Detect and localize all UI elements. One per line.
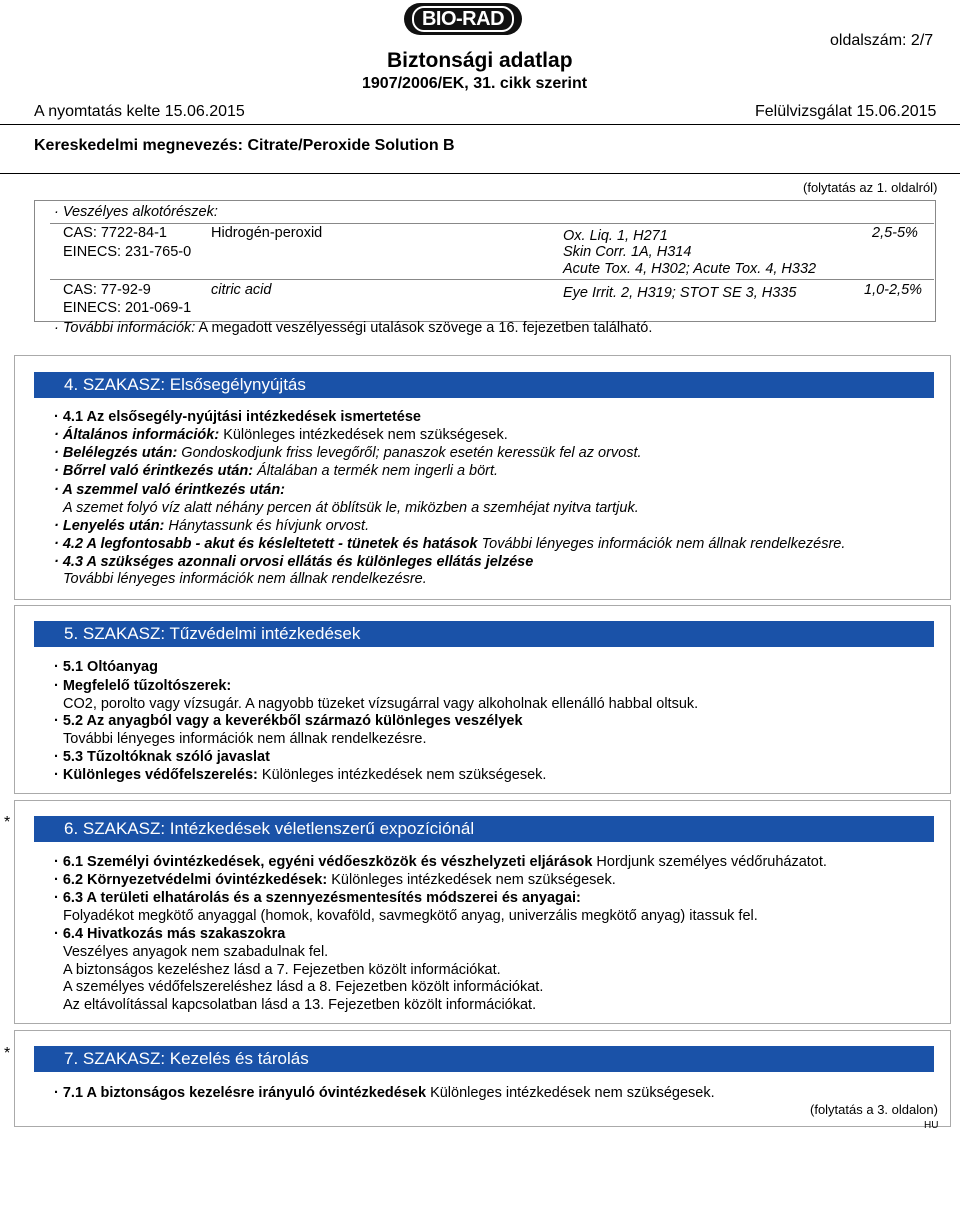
pct-2: 1,0-2,5% [864,282,923,298]
section-7-title: 7. SZAKASZ: Kezelés és tárolás [34,1046,934,1072]
s4-line-10: További lényeges információk nem állnak rendelkezésre. [63,571,427,587]
class-1b: Skin Corr. 1A, H314 [563,244,692,260]
more-info: · További információk: A megadott veszélyességi utalások szövege a 16. fejezetben található. [54,320,653,336]
cas-1: CAS: 7722-84-1 [63,225,167,241]
section-4-title: 4. SZAKASZ: Elsősegélynyújtás [34,372,934,398]
s5-line-5: További lényeges információk nem állnak rendelkezésre. [63,731,427,747]
s5-line-7: · Különleges védőfelszerelés: Különleges intézkedések nem szükségesek. [54,767,547,783]
s4-line-2: · Általános információk: Különleges intézkedések nem szükségesek. [54,427,508,443]
s5-line-3: CO2, porolto vagy vízsugár. A nagyobb tüzeket vízsugárral vagy alkoholnak ellenálló habbal oltsuk. [63,696,699,712]
document-subtitle: 1907/2006/EK, 31. cikk szerint [362,75,588,92]
s7-line-1: · 7.1 A biztonságos kezelésre irányuló óvintézkedések Különleges intézkedések nem szükségesek. [54,1085,715,1101]
s6-change-marker: * [4,814,11,831]
header-rule-2 [0,173,960,174]
class-1a: Ox. Liq. 1, H271 [563,228,668,244]
cas-2: CAS: 77-92-9 [63,282,151,298]
language-code: HU [924,1120,939,1131]
class-2a: Eye Irrit. 2, H319; STOT SE 3, H335 [563,285,797,301]
s6-line-8: A személyes védőfelszereléshez lásd a 8. Fejezetben közölt információkat. [63,979,544,995]
s5-line-6: · 5.3 Tűzoltóknak szóló javaslat [54,749,270,765]
header-rule [0,124,960,125]
s6-line-4: Folyadékot megkötő anyaggal (homok, kovaföld, savmegkötő anyag, univerzális megkötő anyag) itassuk fel. [63,908,758,924]
continued-note: (folytatás az 1. oldalról) [803,180,938,195]
einecs-2: EINECS: 201-069-1 [63,300,192,316]
pct-1: 2,5-5% [872,225,918,241]
s5-line-1: · 5.1 Oltóanyag [54,659,158,675]
s6-line-7: A biztonságos kezeléshez lásd a 7. Fejezetben közölt információkat. [63,962,501,978]
substance-1: Hidrogén-peroxid [211,225,323,241]
einecs-1: EINECS: 231-765-0 [63,244,192,260]
hazard-row-2 [50,279,934,280]
s6-line-6: Veszélyes anyagok nem szabadulnak fel. [63,944,329,960]
s6-line-1: · 6.1 Személyi óvintézkedések, egyéni védőeszközök és vészhelyzeti eljárások Hordjunk személyes védőruházatot. [54,854,827,870]
s6-line-3: · 6.3 A területi elhatárolás és a szennyezésmentesítés módszerei és anyagai: [54,890,581,906]
s4-line-7: · Lenyelés után: Hánytassunk és hívjunk orvost. [54,518,370,534]
s4-line-9: · 4.3 A szükséges azonnali orvosi ellátás és különleges ellátás jelzése [54,554,534,570]
continues-note: (folytatás a 3. oldalon) [810,1102,938,1117]
print-date: A nyomtatás kelte 15.06.2015 [34,103,245,120]
section-5-title: 5. SZAKASZ: Tűzvédelmi intézkedések [34,621,934,647]
page-number: oldalszám: 2/7 [830,32,934,49]
bio-rad-logo: BIO-RAD [404,3,522,35]
s6-line-9: Az eltávolítással kapcsolatban lásd a 13. Fejezetben közölt információkat. [63,997,537,1013]
s4-line-5: · A szemmel való érintkezés után: [54,482,286,498]
s4-line-1: · 4.1 Az elsősegély-nyújtási intézkedések ismertetése [54,409,421,425]
s4-line-6: A szemet folyó víz alatt néhány percen át öblítsük le, miközben a szemhéjat nyitva tartjuk. [63,500,639,516]
section-6-title: 6. SZAKASZ: Intézkedések véletlenszerű expozíciónál [34,816,934,842]
s6-line-2: · 6.2 Környezetvédelmi óvintézkedések: Különleges intézkedések nem szükségesek. [54,872,616,888]
s4-line-8: · 4.2 A legfontosabb - akut és késleltetett - tünetek és hatások További lényeges információk nem állnak rendelkezésre. [54,536,846,552]
s4-line-4: · Bőrrel való érintkezés után: Általában a termék nem ingerli a bört. [54,463,499,479]
s5-line-4: · 5.2 Az anyagból vagy a keverékből származó különleges veszélyek [54,713,523,729]
trade-name: Kereskedelmi megnevezés: Citrate/Peroxide Solution B [34,137,455,154]
s5-line-2: · Megfelelő tűzoltószerek: [54,678,232,694]
revision-date: Felülvizsgálat 15.06.2015 [755,103,937,120]
document-title: Biztonsági adatlap [387,49,573,72]
substance-2: citric acid [211,282,272,298]
s7-change-marker: * [4,1045,11,1062]
s6-line-5: · 6.4 Hivatkozás más szakaszokra [54,926,286,942]
hazard-heading: · Veszélyes alkotórészek: [54,204,218,220]
class-1c: Acute Tox. 4, H302; Acute Tox. 4, H332 [563,261,817,277]
s4-line-3: · Belélegzés után: Gondoskodjunk friss levegőről; panaszok esetén keressük fel az orvost. [54,445,642,461]
